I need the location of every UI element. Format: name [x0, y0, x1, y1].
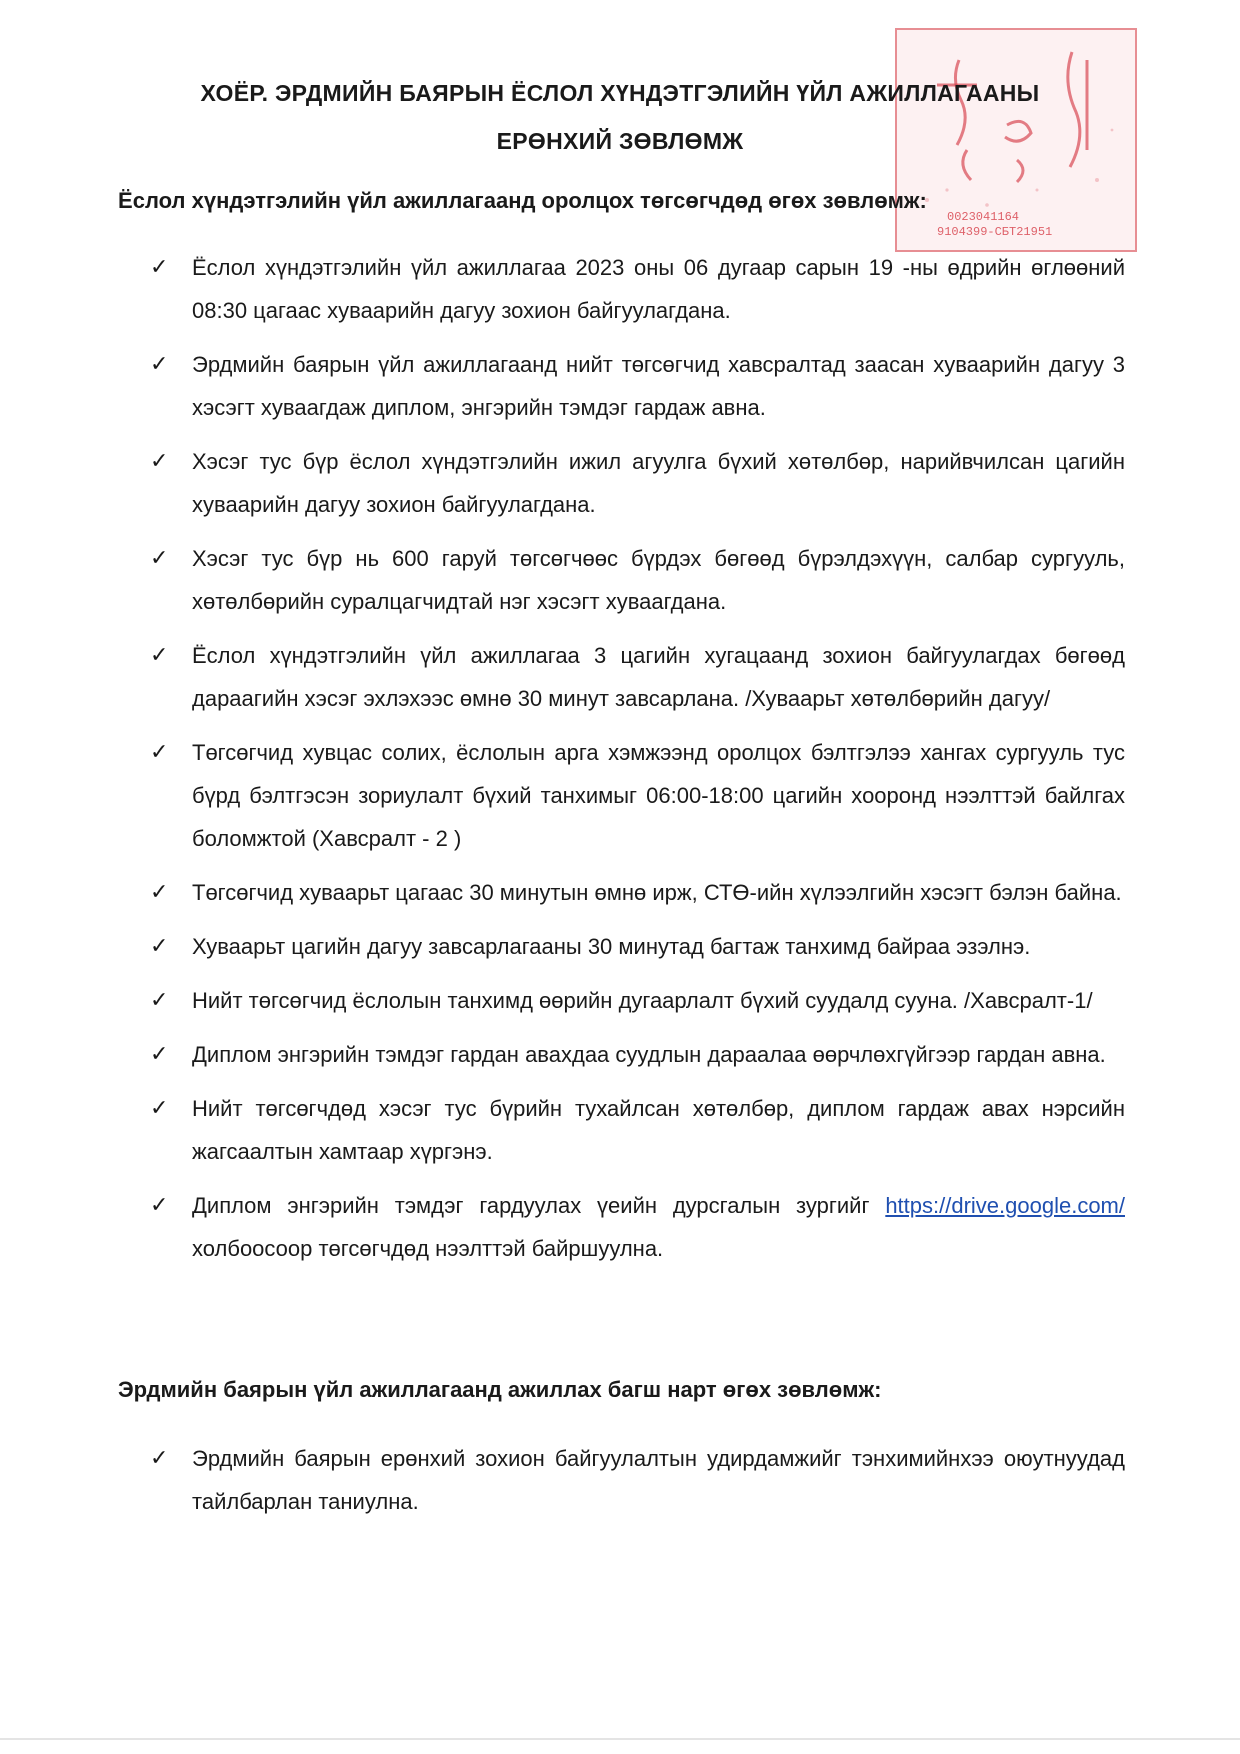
checkmark-icon: ✓ [150, 740, 169, 765]
list-item [150, 1437, 1125, 1523]
section-2-heading: Эрдмийн баярын үйл ажиллагаанд ажиллах багш нарт өгөх зөвлөмж: [118, 1377, 882, 1402]
google-drive-link[interactable]: https://drive.google.com/ [885, 1193, 1125, 1218]
section-1-heading: Ёслол хүндэтгэлийн үйл ажиллагаанд оролцох төгсөгчдөд өгөх зөвлөмж: [118, 188, 927, 213]
section-2-list [150, 1437, 1125, 1534]
list-item-text-before-link: Диплом энгэрийн тэмдэг гардуулах үеийн дурсгалын зургийг [192, 1193, 870, 1218]
list-item [150, 871, 1125, 914]
list-item [150, 1033, 1125, 1076]
list-item [150, 1087, 1125, 1173]
checkmark-icon: ✓ [150, 255, 169, 280]
list-item-text: Нийт төгсөгчид ёслолын танхимд өөрийн дугаарлалт бүхий суудалд сууна. /Хавсралт-1/ [192, 988, 1093, 1013]
list-item [150, 979, 1125, 1022]
list-item-text: Эрдмийн баярын үйл ажиллагаанд нийт төгсөгчид хавсралтад заасан хуваарийн дагуу 3 хэсэгт хуваагдаж диплом, энгэрийн тэмдэг гардаж авна. [192, 352, 1125, 420]
list-item-text: Ёслол хүндэтгэлийн үйл ажиллагаа 2023 оны 06 дугаар сарын 19 -ны өдрийн өглөөний 08:30 цагаас хуваарийн дагуу зохион байгуулагдана. [192, 255, 1125, 323]
list-item-text: Хуваарьт цагийн дагуу завсарлагааны 30 минутад багтаж танхимд байраа эзэлнэ. [192, 934, 1031, 959]
list-item-text: Хэсэг тус бүр нь 600 гаруй төгсөгчөөс бүрдэх бөгөөд бүрэлдэхүүн, салбар сургууль, хөтөлбөрийн суралцагчидтай нэг хэсэгт хуваагдана. [192, 546, 1125, 614]
list-item-text: Ёслол хүндэтгэлийн үйл ажиллагаа 3 цагийн хугацаанд зохион байгуулагдах бөгөөд дараагийн хэсэг эхлэхээс өмнө 30 минут завсарлана. /Хуваарьт хөтөлбөрийн дагуу/ [192, 643, 1125, 711]
checkmark-icon: ✓ [150, 1446, 169, 1471]
document-title-line-1: ХОЁР. ЭРДМИЙН БАЯРЫН ЁСЛОЛ ХҮНДЭТГЭЛИЙН ҮЙЛ АЖИЛЛАГААНЫ [200, 80, 1040, 106]
checkmark-icon: ✓ [150, 546, 169, 571]
checkmark-icon: ✓ [150, 934, 169, 959]
list-item [150, 343, 1125, 429]
list-item-text: Диплом энгэрийн тэмдэг гардан авахдаа суудлын дараалаа өөрчлөхгүйгээр гардан авна. [192, 1042, 1106, 1067]
list-item [150, 731, 1125, 860]
list-item [150, 440, 1125, 526]
list-item-text [192, 1184, 1125, 1270]
checkmark-icon: ✓ [150, 1096, 169, 1121]
checkmark-icon: ✓ [150, 988, 169, 1013]
list-item-text: Хэсэг тус бүр ёслол хүндэтгэлийн ижил агуулга бүхий хөтөлбөр, нарийвчилсан цагийн хуваарийн дагуу зохион байгуулагдана. [192, 449, 1125, 517]
checkmark-icon: ✓ [150, 880, 169, 905]
checkmark-icon: ✓ [150, 643, 169, 668]
document-title-line-2: ЕРӨНХИЙ ЗӨВЛӨМЖ [496, 128, 744, 154]
stamp-number-2: 9104399-СБТ21951 [937, 225, 1053, 239]
checkmark-icon: ✓ [150, 352, 169, 377]
list-item-with-link [150, 1184, 1125, 1270]
checkmark-icon: ✓ [150, 449, 169, 474]
list-item-text: Нийт төгсөгчдөд хэсэг тус бүрийн тухайлсан хөтөлбөр, диплом гардаж авах нэрсийн жагсаалтын хамтаар хүргэнэ. [192, 1096, 1125, 1164]
list-item [150, 537, 1125, 623]
list-item [150, 925, 1125, 968]
page-bottom-divider [0, 1738, 1240, 1740]
list-item [150, 634, 1125, 720]
checkmark-icon: ✓ [150, 1193, 169, 1218]
list-item-text-after-link: холбоосоор төгсөгчдөд нээлттэй байршуулна. [192, 1236, 664, 1261]
checkmark-icon: ✓ [150, 1042, 169, 1067]
list-item-text: Төгсөгчид хуваарьт цагаас 30 минутын өмнө ирж, СТӨ-ийн хүлээлгийн хэсэгт бэлэн байна. [192, 880, 1122, 905]
list-item-text: Төгсөгчид хувцас солих, ёслолын арга хэмжээнд оролцох бэлтгэлээ хангах сургууль тус бүрд бэлтгэсэн зориулалт бүхий танхимыг 06:00-18:00 цагийн хооронд нээлттэй байлгах боломжтой (Хавсралт - 2 ) [192, 740, 1125, 851]
list-item [150, 246, 1125, 332]
list-item-text: Эрдмийн баярын ерөнхий зохион байгуулалтын удирдамжийг тэнхимийнхээ оюутнуудад тайлбарлан таниулна. [192, 1446, 1125, 1514]
stamp-number-1: 0023041164 [947, 210, 1020, 224]
section-1-list [150, 246, 1125, 1281]
